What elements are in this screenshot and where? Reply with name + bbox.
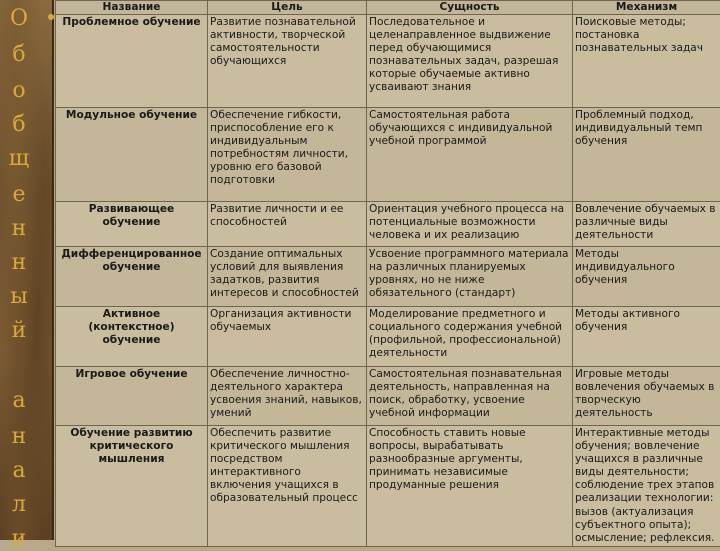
table-row [56, 247, 720, 307]
cell-essence: Самостоятельная познавательная деятельность, направленная на поиск, обработку, усвоение учебной информации [367, 367, 573, 426]
vertical-letter: й [0, 318, 38, 343]
cell-goal: Обеспечение личностно-деятельного характера усвоения знаний, навыков, умений [208, 367, 367, 426]
cell-mechanism: Вовлечение обучаемых в различные виды деятельности [573, 202, 720, 247]
vertical-letter: н [0, 424, 38, 449]
cell-goal: Развитие личности и ее способностей [208, 202, 367, 247]
cell-mechanism: Интерактивные методы обучения; вовлечение учащихся в различные виды деятельности; соблюдение трех этапов реализации технологии: вызов (актуализация субъектного опыта); осмысление; рефлексия. [573, 426, 720, 547]
cell-mechanism: Игровые методы вовлечения обучаемых в творческую деятельность [573, 367, 720, 426]
table-row [56, 307, 720, 367]
cell-name: Развивающее обучение [56, 202, 208, 247]
vertical-letter: О [0, 6, 38, 31]
cell-name: Проблемное обучение [56, 15, 208, 108]
cell-mechanism: Методы активного обучения [573, 307, 720, 367]
vertical-letter: а [0, 458, 38, 483]
vertical-letter: б [0, 112, 38, 137]
cell-name: Активное (контекстное) обучение [56, 307, 208, 367]
vertical-letter: н [0, 250, 38, 275]
vertical-letter: и [0, 526, 38, 551]
header-goal: Цель [208, 1, 367, 15]
cell-goal: Организация активности обучаемых [208, 307, 367, 367]
table-row [56, 108, 720, 202]
vertical-letter: а [0, 388, 38, 413]
vertical-letter: ы [0, 284, 38, 309]
cell-essence: Усвоение программного материала на различных планируемых уровнях, но не ниже обязательного (стандарт) [367, 247, 573, 307]
bullet-marker [48, 14, 54, 20]
cell-goal: Развитие познавательной активности, творческой самостоятельности обучающихся [208, 15, 367, 108]
cell-essence: Последовательное и целенаправленное выдвижение перед обучающимися познавательных задач, разрешая которые обучаемые активно усваивают знания [367, 15, 573, 108]
vertical-letter: б [0, 42, 38, 67]
cell-mechanism: Методы индивидуального обучения [573, 247, 720, 307]
table-row [56, 426, 720, 547]
cell-essence: Способность ставить новые вопросы, вырабатывать разнообразные аргументы, принимать независимые продуманные решения [367, 426, 573, 547]
cell-name: Дифференцированное обучение [56, 247, 208, 307]
table-header-row [56, 1, 720, 15]
vertical-letter: е [0, 182, 38, 207]
cell-goal: Обеспечение гибкости, приспособление его к индивидуальным потребностям личности, уровню его базовой подготовки [208, 108, 367, 202]
vertical-letter: л [0, 492, 38, 517]
cell-essence: Самостоятельная работа обучающихся с индивидуальной учебной программой [367, 108, 573, 202]
cell-mechanism: Поисковые методы; постановка познавательных задач [573, 15, 720, 108]
cell-mechanism: Проблемный подход, индивидуальный темп обучения [573, 108, 720, 202]
cell-name: Игровое обучение [56, 367, 208, 426]
table-row [56, 15, 720, 108]
cell-name: Модульное обучение [56, 108, 208, 202]
header-name: Название [56, 1, 208, 15]
cell-essence: Ориентация учебного процесса на потенциальные возможности человека и их реализацию [367, 202, 573, 247]
vertical-letter: щ [0, 146, 38, 171]
vertical-letter: н [0, 216, 38, 241]
header-mechanism: Механизм [573, 1, 720, 15]
table-row [56, 202, 720, 247]
vertical-letter: о [0, 78, 38, 103]
technologies-table [55, 0, 720, 547]
cell-goal: Обеспечить развитие критического мышления посредством интерактивного включения учащихся в образовательный процесс [208, 426, 367, 547]
cell-essence: Моделирование предметного и социального содержания учебной (профильной, профессиональной) деятельности [367, 307, 573, 367]
decorative-side-panel [0, 0, 54, 540]
cell-name: Обучение развитию критического мышления [56, 426, 208, 547]
cell-goal: Создание оптимальных условий для выявления задатков, развития интересов и способностей [208, 247, 367, 307]
header-essence: Сущность [367, 1, 573, 15]
table-row [56, 367, 720, 426]
